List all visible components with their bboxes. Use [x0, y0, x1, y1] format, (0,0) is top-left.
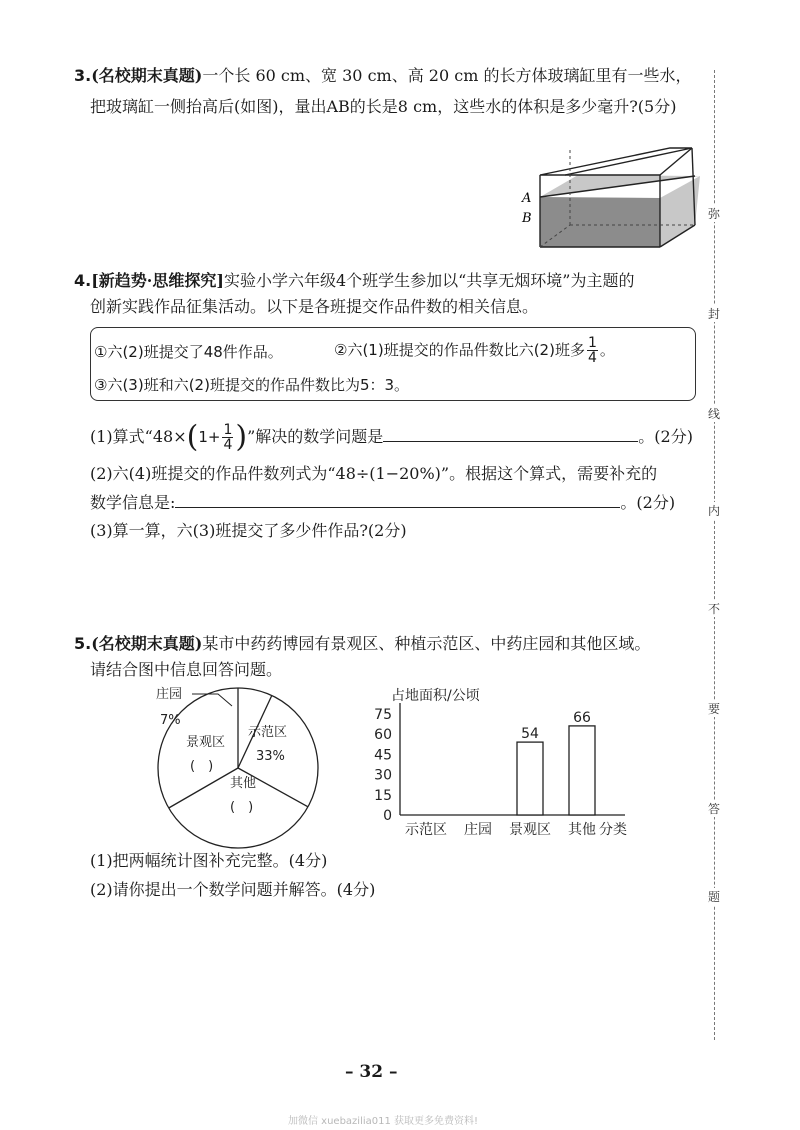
q5-line1 [74, 633, 650, 655]
q5-line2: 请结合图中信息回答问题。 [90, 660, 283, 679]
q3-tag: (名校期末真题) [91, 66, 203, 85]
label-a: A [522, 191, 532, 206]
q4-line1 [74, 270, 634, 292]
pie-label-jingguanqu: 景观区 [186, 735, 226, 750]
water-front-face [540, 197, 660, 247]
pie-label-qita: 其他 [230, 776, 257, 791]
q4-line2: 创新实践作品征集活动。以下是各班提交作品件数的相关信息。 [90, 297, 539, 316]
answer-blank-1[interactable] [383, 425, 638, 442]
fraction-one-quarter: $\frac{1}{4}$ [587, 335, 597, 366]
info-1: ①六(2)班提交了48件作品。 [94, 343, 283, 361]
x-category-label: 其他 [568, 822, 596, 838]
q4-number: 4. [74, 271, 92, 290]
answer-blank-2[interactable] [175, 491, 620, 508]
seal-char: 封 [708, 307, 721, 321]
pie-value-zhuangyuan: 7% [160, 713, 181, 728]
bar-ylabel: 占地面积/公顷 [391, 688, 480, 704]
y-tick-label: 75 [374, 706, 392, 723]
seal-char: 要 [708, 702, 721, 716]
bar [517, 742, 543, 815]
y-tick-label: 45 [374, 747, 392, 764]
seal-char: 不 [708, 602, 721, 616]
bar-chart [355, 682, 645, 842]
q5-sub2: (2)请你提出一个数学问题并解答。(4分) [90, 880, 376, 899]
q3-line2: 把玻璃缸一侧抬高后(如图)，量出AB的长是8 cm，这些水的体积是多少毫升?(5分) [90, 97, 677, 116]
fraction-sub1: $\frac{1}{4}$ [223, 422, 233, 453]
footer-watermark: 加微信 xuebazilia011 获取更多免费资料! [288, 1116, 479, 1127]
q3-line1 [74, 65, 691, 87]
x-category-label: 景观区 [509, 822, 551, 838]
q4-sub3: (3)算一算，六(3)班提交了多少件作品?(2分) [90, 521, 407, 540]
bar-value-label: 54 [521, 726, 539, 743]
pie-label-zhuangyuan: 庄园 [156, 687, 183, 702]
q5-text1: 某市中药药博园有景观区、种植示范区、中药庄园和其他区域。 [202, 634, 651, 653]
q3-number: 3. [74, 66, 92, 85]
label-b: B [522, 211, 532, 226]
tilted-tank-figure [520, 140, 700, 250]
pie-divider-3 [169, 768, 238, 808]
q4-tag: [新趋势·思维探究] [91, 271, 224, 290]
y-tick-label: 30 [374, 767, 392, 784]
q5-number: 5. [74, 634, 92, 653]
bar-value-label: 66 [573, 709, 591, 726]
bar-xlabel: 分类 [599, 822, 627, 838]
pie-value-jingguanqu[interactable]: ( ) [190, 759, 214, 774]
seal-char: 题 [708, 890, 721, 904]
y-tick-label: 0 [383, 808, 392, 824]
seal-char: 线 [708, 407, 721, 421]
x-category-label: 示范区 [405, 822, 447, 838]
info-2-text: ②六(1)班提交的作品件数比六(2)班多 [334, 341, 585, 359]
q4-sub2-line1: (2)六(4)班提交的作品件数列式为“48÷(1−20%)”。根据这个算式，需要补充的 [90, 464, 658, 483]
q4-text1: 实验小学六年级4个班学生参加以“共享无烟环境”为主题的 [223, 271, 635, 290]
seal-char: 弥 [708, 207, 721, 221]
q3-text1: 一个长 60 cm、宽 30 cm、高 20 cm 的长方体玻璃缸里有一些水， [202, 66, 692, 85]
bar [569, 726, 595, 815]
info-2: ②六(1)班提交的作品件数比六(2)班多 $\frac{1}{4}$ 。 [334, 335, 615, 366]
q5-tag: (名校期末真题) [91, 634, 203, 653]
seal-char: 内 [708, 504, 721, 518]
pie-value-shifanqu: 33% [256, 749, 285, 764]
info-3: ③六(3)班和六(2)班提交的作品件数比为5：3。 [94, 376, 410, 394]
q5-sub1: (1)把两幅统计图补充完整。(4分) [90, 851, 328, 870]
q4-sub2-line2: 数学信息是: 。(2分) [90, 493, 676, 512]
pie-label-shifanqu: 示范区 [248, 725, 288, 740]
pie-chart [140, 680, 340, 850]
seal-char: 答 [708, 802, 721, 816]
pie-value-qita[interactable]: ( ) [230, 800, 254, 815]
y-tick-label: 15 [374, 787, 392, 804]
page-number: – 32 – [345, 1062, 398, 1082]
q4-sub1: (1)算式“48×(1+ $\frac{1}{4}$ )”解决的数学问题是 。(2分) [90, 419, 693, 455]
y-tick-label: 60 [374, 727, 392, 743]
x-category-label: 庄园 [464, 822, 492, 838]
